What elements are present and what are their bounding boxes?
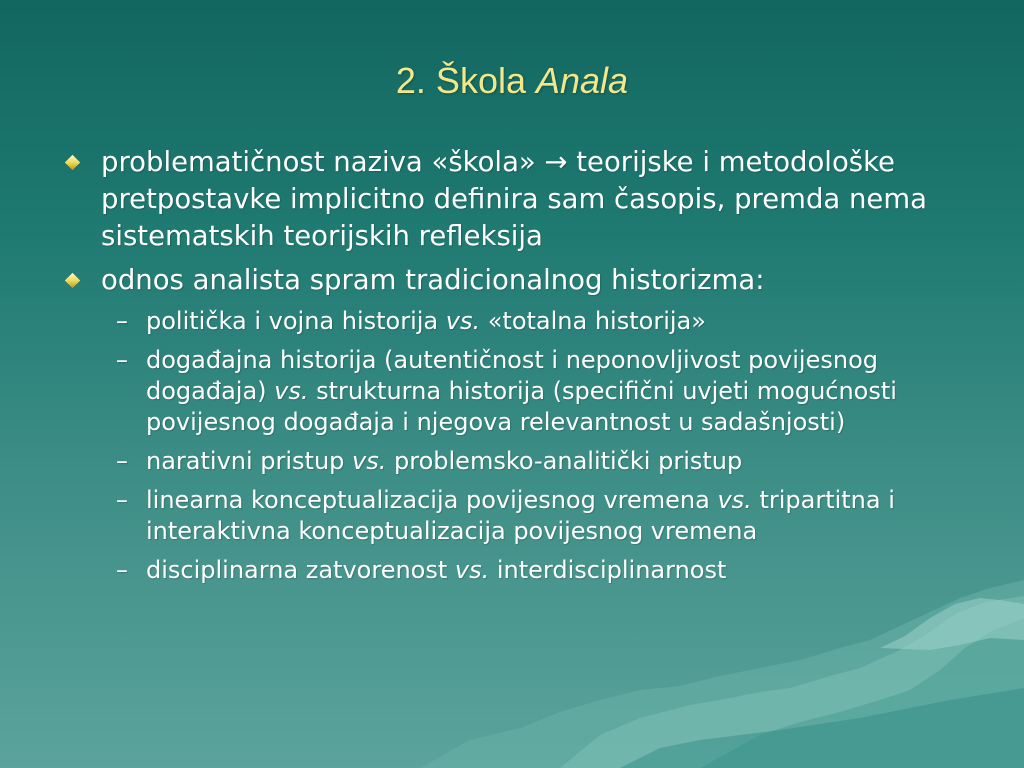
sub-text-b: tripartitna i interaktivna konceptualizacija povijesnog vremena <box>146 486 895 545</box>
diamond-bullet-icon <box>65 273 81 289</box>
sub-text-b: interdisciplinarnost <box>489 556 727 584</box>
vs-text: vs. <box>274 377 309 405</box>
sub-text-b: problemsko-analitički pristup <box>386 447 743 475</box>
sub-bullet-item <box>64 306 984 337</box>
slide-content <box>64 144 984 594</box>
bullet-text: problematičnost naziva «škola» → teorijske i metodološke pretpostavke implicitno definira sam časopis, premda nema sistematskih teorijskih refleksija <box>101 146 927 252</box>
sub-bullet-item <box>64 345 984 438</box>
dash-bullet: – <box>116 346 128 374</box>
sub-text-a: događajna historija (autentičnost i neponovljivost povijesnog događaja) <box>146 346 878 405</box>
sub-text-b: strukturna historija (specifični uvjeti mogućnosti povijesnog događaja i njegova relevantnost u sadašnjosti) <box>146 377 897 436</box>
sub-text-b: «totalna historija» <box>480 307 706 335</box>
sub-bullet-item <box>64 555 984 586</box>
diamond-bullet-icon <box>65 155 81 171</box>
title-italic: Anala <box>536 60 629 101</box>
bullet-item <box>64 144 984 255</box>
sub-bullet-item <box>64 446 984 477</box>
dash-bullet: – <box>116 556 128 584</box>
bullet-text: odnos analista spram tradicionalnog historizma: <box>101 264 765 296</box>
sub-bullet-item <box>64 485 984 547</box>
sub-text-a: linearna konceptualizacija povijesnog vremena <box>146 486 718 514</box>
vs-text: vs. <box>454 556 490 584</box>
sub-text-a: narativni pristup <box>146 447 353 475</box>
dash-bullet: – <box>116 447 128 475</box>
sub-text-a: disciplinarna zatvorenost <box>146 556 455 584</box>
dash-bullet: – <box>116 307 128 335</box>
sub-text-a: politička i vojna historija <box>146 307 446 335</box>
vs-text: vs. <box>352 447 387 475</box>
vs-text: vs. <box>717 486 752 514</box>
vs-text: vs. <box>445 307 481 335</box>
bullet-item <box>64 262 984 299</box>
dash-bullet: – <box>116 486 128 514</box>
slide-title <box>0 60 1024 102</box>
title-main: 2. Škola <box>395 60 536 101</box>
